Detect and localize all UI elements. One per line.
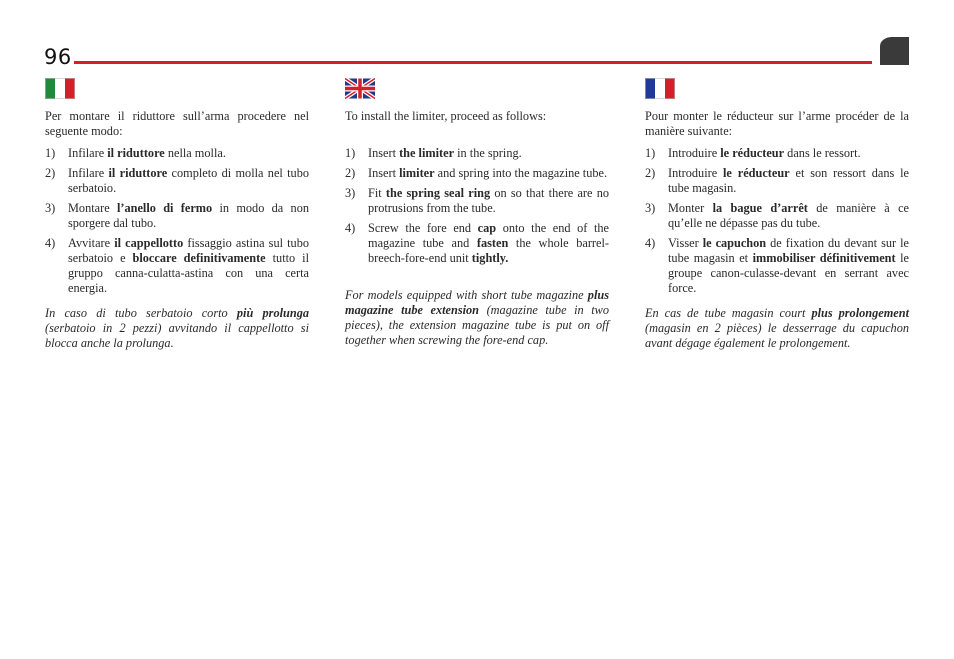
step-number: 2) bbox=[345, 166, 356, 180]
bold-term: cap bbox=[477, 221, 497, 235]
text-run: In caso di tubo serbatoio corto bbox=[45, 306, 237, 320]
text-run: le groupe canon-culasse-devant en serrant avec force. bbox=[668, 251, 909, 295]
text-run: de fixation du devant sur le tube magasin et bbox=[668, 236, 909, 265]
text-run: tutto il gruppo canna-culatta-astina con una certa energia. bbox=[68, 251, 309, 295]
text-run: on so that there are no protrusions from the tube. bbox=[368, 186, 610, 215]
text-run: the whole barrel-breech-fore-end unit bbox=[368, 236, 609, 265]
intro-text: To install the limiter, proceed as follows: bbox=[345, 109, 547, 123]
bold-term: le capuchon bbox=[702, 236, 767, 250]
text-run: Monter bbox=[668, 201, 713, 215]
note-text bbox=[645, 306, 909, 351]
step-number: 1) bbox=[645, 146, 656, 160]
note-text bbox=[345, 288, 609, 348]
text-run: Insert bbox=[368, 146, 400, 160]
step-number: 1) bbox=[45, 146, 56, 160]
bold-term: tightly. bbox=[471, 251, 509, 265]
column-italian bbox=[45, 78, 309, 351]
text-run: (magasin en 2 pièces) le desserrage du capuchon avant dégage également le prolongement. bbox=[645, 321, 909, 350]
step-text bbox=[368, 221, 609, 266]
bold-term: le réducteur bbox=[720, 146, 785, 160]
intro-text: Per montare il riduttore sull’arma procedere nel seguente modo: bbox=[45, 109, 309, 138]
intro-text: Pour monter le réducteur sur l’arme procéder de la manière suivante: bbox=[645, 109, 909, 138]
step-text bbox=[668, 201, 909, 231]
step-item bbox=[45, 146, 309, 161]
text-run: nella molla. bbox=[164, 146, 226, 160]
bold-term: immobiliser définitivement bbox=[752, 251, 896, 265]
bold-term: più prolunga bbox=[236, 306, 309, 320]
step-text bbox=[668, 236, 909, 296]
text-run: in the spring. bbox=[454, 146, 522, 160]
text-run: Montare bbox=[68, 201, 117, 215]
step-number: 1) bbox=[345, 146, 356, 160]
step-text bbox=[368, 146, 609, 161]
step-text bbox=[68, 166, 309, 196]
step-item bbox=[645, 201, 909, 231]
text-run: Avvitare bbox=[68, 236, 115, 250]
step-text bbox=[668, 146, 909, 161]
bold-term: le réducteur bbox=[723, 166, 790, 180]
bold-term: plus prolongement bbox=[811, 306, 909, 320]
bold-term: plus magazine tube extension bbox=[345, 288, 609, 317]
corner-tab bbox=[880, 37, 909, 65]
step-item bbox=[345, 166, 609, 181]
step-text bbox=[68, 201, 309, 231]
bold-term: the spring seal ring bbox=[385, 186, 491, 200]
bold-term: il riduttore bbox=[107, 146, 165, 160]
text-run: Insert bbox=[368, 166, 400, 180]
text-run: completo di molla nel tubo serbatoio. bbox=[68, 166, 309, 195]
text-run: Infilare bbox=[68, 146, 108, 160]
column-french bbox=[645, 78, 909, 351]
note-text bbox=[45, 306, 309, 351]
step-number: 2) bbox=[45, 166, 56, 180]
text-run: Introduire bbox=[668, 146, 721, 160]
text-run: (serbatoio in 2 pezzi) avvitando il cappellotto si blocca anche la prolunga. bbox=[45, 321, 309, 350]
step-number: 3) bbox=[345, 186, 356, 200]
page-number: 96 bbox=[44, 45, 72, 69]
step-text bbox=[368, 166, 609, 181]
bold-term: limiter bbox=[399, 166, 435, 180]
step-text bbox=[68, 146, 309, 161]
step-number: 3) bbox=[645, 201, 656, 215]
step-item bbox=[45, 201, 309, 231]
step-text bbox=[368, 186, 609, 216]
text-run: et son ressort dans le tube magasin. bbox=[668, 166, 909, 195]
text-run: Screw the fore end bbox=[368, 221, 478, 235]
text-run: in modo da non sporgere dal tubo. bbox=[68, 201, 309, 230]
step-number: 4) bbox=[345, 221, 356, 235]
step-item bbox=[645, 146, 909, 161]
bold-term: bloccare definitivamente bbox=[132, 251, 266, 265]
text-run: En cas de tube magasin court bbox=[645, 306, 812, 320]
step-item bbox=[345, 221, 609, 266]
step-text bbox=[68, 236, 309, 296]
bold-term: il riduttore bbox=[108, 166, 168, 180]
column-english bbox=[345, 78, 609, 348]
bold-term: the limiter bbox=[399, 146, 455, 160]
text-run: (magazine tube in two pieces), the extension magazine tube is put on off together when screwing the fore-end cap. bbox=[345, 303, 610, 347]
france-flag-icon bbox=[645, 78, 675, 99]
text-run: Fit bbox=[368, 186, 386, 200]
text-run: Visser bbox=[668, 236, 703, 250]
text-run: Introduire bbox=[668, 166, 724, 180]
text-run: Infilare bbox=[68, 166, 109, 180]
steps-list bbox=[45, 146, 309, 296]
step-number: 4) bbox=[645, 236, 656, 250]
text-run: For models equipped with short tube magazine bbox=[345, 288, 588, 302]
step-number: 4) bbox=[45, 236, 56, 250]
bold-term: la bague d’arrêt bbox=[712, 201, 808, 215]
bold-term: il cappellotto bbox=[114, 236, 184, 250]
step-item bbox=[645, 166, 909, 196]
text-run: dans le ressort. bbox=[784, 146, 861, 160]
text-run: onto the end of the magazine tube and bbox=[368, 221, 609, 250]
italy-flag-icon bbox=[45, 78, 75, 99]
bold-term: l’anello di fermo bbox=[116, 201, 213, 215]
uk-flag-icon bbox=[345, 78, 375, 99]
step-item bbox=[45, 166, 309, 196]
step-item bbox=[345, 146, 609, 161]
step-number: 2) bbox=[645, 166, 656, 180]
text-run: fissaggio astina sul tubo serbatoio e bbox=[68, 236, 309, 265]
steps-list bbox=[645, 146, 909, 296]
text-run: de manière à ce qu’elle ne dépasse pas du tube. bbox=[668, 201, 909, 230]
steps-list bbox=[345, 146, 609, 266]
text-run: and spring into the magazine tube. bbox=[434, 166, 608, 180]
header-rule bbox=[74, 61, 872, 64]
step-text bbox=[668, 166, 909, 196]
step-item bbox=[345, 186, 609, 216]
bold-term: fasten bbox=[476, 236, 509, 250]
step-item bbox=[45, 236, 309, 296]
step-item bbox=[645, 236, 909, 296]
step-number: 3) bbox=[45, 201, 56, 215]
